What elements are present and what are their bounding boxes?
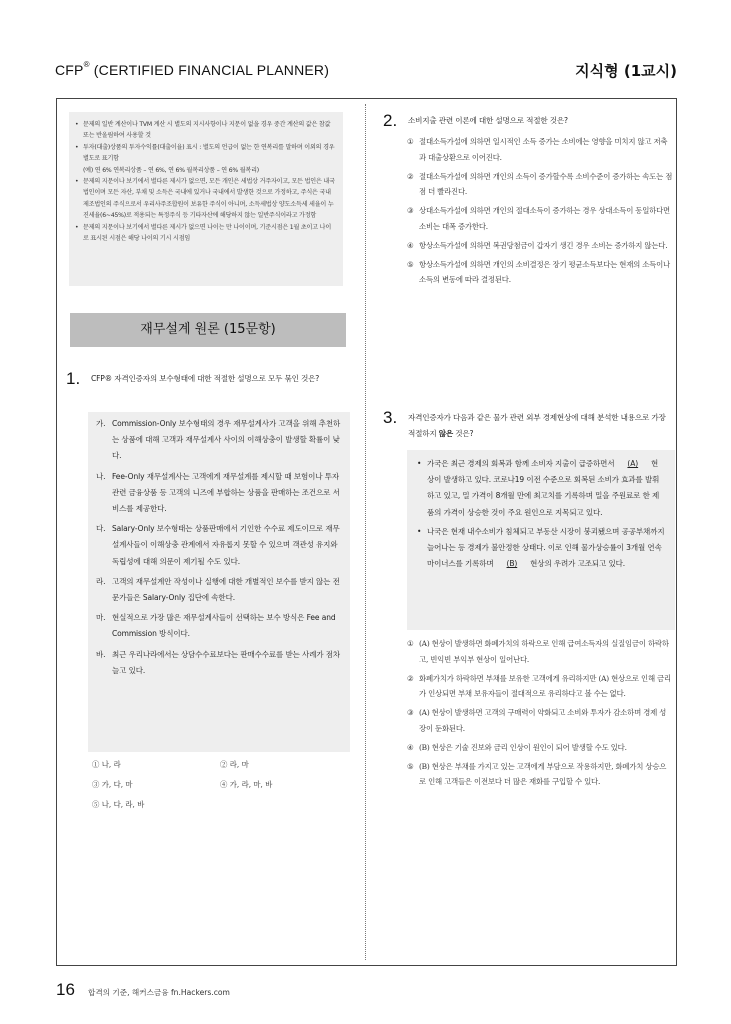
answer-choices [407,134,673,288]
statement: 가. Commission-Only 보수형태의 경우 재무설계사가 고객을 위해 추천하는 상품에 대해 고객과 재무설계사 사이의 이해상충이 발생할 확률이 낮다. [96,419,341,461]
footer-tagline: 합격의 기준, 해커스금융 fn.Hackers.com [88,988,230,997]
statement: 바. 최근 우리나라에서는 상담수수료보다는 판매수수료를 받는 사례가 점차 늘고 있다. [96,649,341,675]
answer-choice-2[interactable]: ② 화폐가치가 하락하면 부채를 보유한 고객에게 유리하지만 (A) 현상으로 인해 금리가 인상되면 부채 보유자들이 절대적으로 유리하다고 볼 수는 없다. [407,673,671,699]
page-number: 16 [56,980,75,999]
section-title: 재무설계 원론 (15문항) [70,313,346,347]
notice-item: • 문제의 일반 계산이나 TVM 계산 시 별도의 지시사항이나 지문이 없을 경우 중간 계산의 값은 참값 또는 반올림하여 사용할 것 [75,121,331,140]
question-text: 소비지출 관련 이론에 대한 설명으로 적절한 것은? [408,116,568,125]
scenario-box [407,450,675,630]
answer-choice-5[interactable]: ⑤ (B) 현상은 부채를 가지고 있는 고객에게 부담으로 작용하지만, 화폐가치 상승으로 인해 고객들은 이전보다 더 많은 재화를 구입할 수 있다. [407,761,667,787]
answer-choice-4[interactable]: ④ 가, 라, 마, 바 [220,780,273,789]
answer-choice-4[interactable]: ④ (B) 현상은 기술 진보와 금리 인상이 원인이 되어 발생할 수도 있다. [407,742,627,752]
blank-a: (A) [627,459,639,468]
exam-title: CFP® (CERTIFIED FINANCIAL PLANNER) [55,60,330,78]
answer-choice-3[interactable]: ③ (A) 현상이 발생하면 고객의 구매력이 약화되고 소비와 투자가 감소하며 경제 성장이 둔화된다. [407,708,667,733]
page-header [55,62,677,84]
statement: 라. 고객의 재무설계안 작성이나 실행에 대한 개별적인 보수를 받지 않는 전문가들은 Salary-Only 집단에 속한다. [96,576,340,603]
answer-choice-2[interactable]: ② 절대소득가설에 의하면 개인의 소득이 증가할수록 소비수준이 증가하는 속도는 점점 더 빨라진다. [407,171,673,197]
notice-example: (예) 연 6% 연복리상품 – 연 6%, 연 6% 월복리상품 – 연 6% 월복리) [83,166,259,174]
statement: 나. Fee-Only 재무설계사는 고객에게 재무설계를 제시할 때 보험이나 투자 관련 금융상품 등 고객의 니즈에 부합하는 상품을 판매하는 조건으로 서비스를 제공한다. [96,471,340,514]
answer-choice-4[interactable]: ④ 항상소득가설에 의하면 복권당첨금이 갑자기 생긴 경우 소비는 증가하지 않는다. [407,240,668,250]
answer-choice-5[interactable]: ⑤ 항상소득가설에 의하면 개인의 소비결정은 장기 평균소득보다는 현재의 소득이나 소득의 변동에 따라 결정된다. [407,259,670,285]
question-text: CFP® 자격인증자의 보수형태에 대한 적절한 설명으로 모두 묶인 것은? [91,374,320,383]
answer-choice-3[interactable]: ③ 가, 다, 마 [92,780,133,789]
answer-choice-3[interactable]: ③ 상대소득가설에 의하면 개인의 절대소득이 증가하는 경우 상대소득이 동일하다면 소비는 대폭 증가한다. [407,206,670,231]
answer-choice-1[interactable]: ① 나, 라 [92,760,121,769]
question-text: 자격인증자가 다음과 같은 물가 관련 외부 경제현상에 대해 분석한 내용으로 가장 적절하지 않은 것은? [408,413,666,438]
statement: 마. 현실적으로 가장 많은 재무설계사들이 선택하는 보수 방식은 Fee and Commission 방식이다. [96,613,336,639]
answer-choice-1[interactable]: ① (A) 현상이 발생하면 화폐가치의 하락으로 인해 급여소득자의 실질임금이 하락하고, 빈익빈 부익부 현상이 일어난다. [407,639,669,664]
statement: 다. Salary-Only 보수형태는 상품판매에서 기인한 수수료 제도이므로 재무설계사들이 이해상충 관계에서 자유롭지 못할 수 있으며 객관성 유지와 독립성에 대해 의문이 제기될 수도 있다. [96,524,340,566]
statements-box [88,412,350,752]
question-number: 2. [383,111,398,130]
answer-choice-5[interactable]: ⑤ 나, 다, 라, 바 [92,800,145,809]
scenario-paragraph: • 가국은 최근 경제의 회복과 함께 소비자 지출이 급증하면서 (A) 현상이 발생하고 있다. 코로나19 이전 수준으로 회복된 소비가 효과를 발휘하고 있고, 밀 가격이 8개월 만에 최고치를 기록하며 밀을 주원료로 한 제품의 가격이 상승한 것이 주요 원인으로 지목되고 있다. [417,456,665,521]
notice-box [69,112,343,286]
notice-item: • 투자(대출)상품의 투자수익률(대출이율) 표시 : 별도의 언급이 없는 한 연복리를 말하며 이외의 경우 별도로 표기함 [75,143,335,163]
answer-choice-2[interactable]: ② 라, 마 [220,760,249,769]
blank-b: (B) [506,559,518,569]
answer-choice-1[interactable]: ① 절대소득가설에 의하면 일시적인 소득 증가는 소비에는 영향을 미치지 않고 저축과 대출상환으로 이어진다. [407,137,668,162]
answer-choices [407,636,673,790]
scenario-paragraph: • 나국은 현재 내수소비가 침체되고 부동산 시장이 붕괴됐으며 공공부채까지 늘어나는 등 경제가 불안정한 상태다. 이로 인해 물가상승률이 3개월 연속 마이너스를 기록하며 (B) 현상의 우려가 고조되고 있다. [417,524,665,573]
question-number: 3. [383,408,398,427]
notice-item: • 문제의 지문이나 보기에서 별다른 제시가 없으면 나이는 만 나이이며, 기준시점은 1월 초이고 나이로 표시된 시점은 해당 나이의 기시 시점임 [75,223,332,243]
column-divider [365,104,366,960]
notice-item: • 문제의 지문이나 보기에서 별다른 제시가 없으면, 모든 개인은 세법상 거주자이고, 모든 법인은 내국법인이며 모든 자산, 부채 및 소득은 국내에 있거나 국내에서 발생한 것으로 가정하고, 주식은 국내 제조법인의 주식으로서 우리사주조합원이 보유한 주식이 아니며, 소득세법상 양도소득세 세율이 누진세율(6~45%)로 적용되는 특정주식 등 기타자산에 해당하지 않는 일반주식이라고 가정함 [75,178,335,220]
question-number: 1. [66,369,81,388]
session-label: 지식형 (1교시) [575,62,677,80]
